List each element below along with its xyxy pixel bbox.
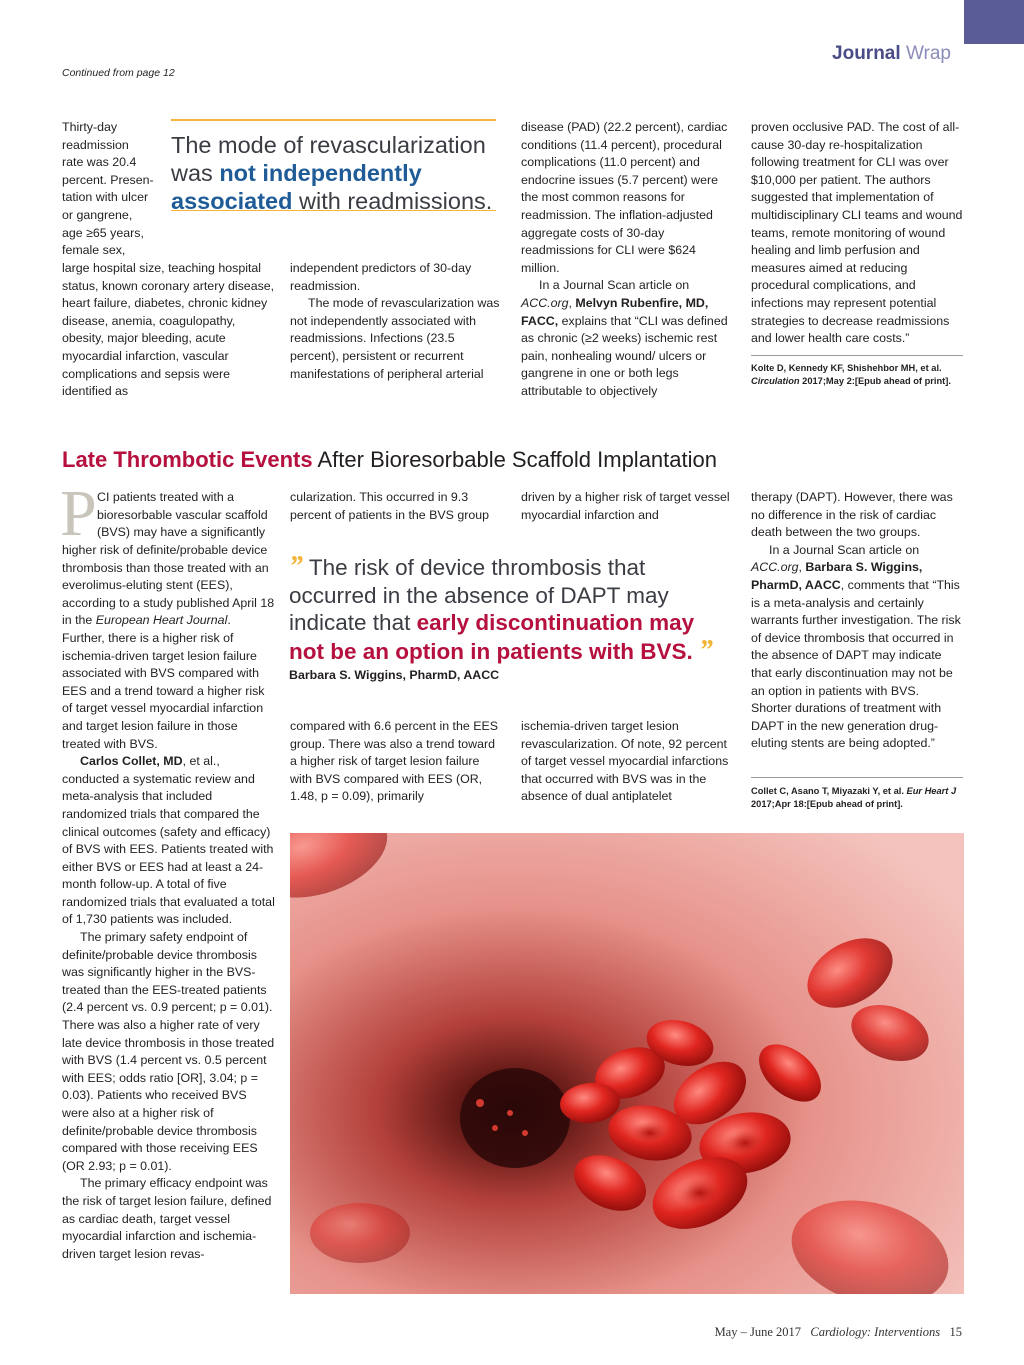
author-name: Melvyn Rubenfire, MD, FACC, <box>521 295 709 328</box>
close-quote-icon: ” <box>699 634 714 666</box>
citation-rule <box>751 777 963 778</box>
article2-col3-bottom <box>521 718 735 806</box>
article2-col2-bottom <box>290 718 504 806</box>
article2-col1-dropcap-lines <box>97 489 277 542</box>
pullquote-highlight: early discontinuation may not be an option in patients with BVS. <box>289 610 695 664</box>
article2-headline <box>62 447 717 473</box>
page-footer <box>715 1325 962 1340</box>
section-label-light: Wrap <box>905 43 951 64</box>
journal-name: European Heart Journal <box>95 613 228 628</box>
col1-line: or gangrene, <box>62 207 133 222</box>
col1-line: tation with ulcer <box>62 190 149 205</box>
body-text <box>521 277 735 400</box>
body-text: ischemia-driven target lesion revascularization. Of note, 92 percent of target vessel myocardial infarctions that occurred with BVS was in the absence of dual antiplatelet <box>521 719 729 804</box>
article1-col2 <box>290 260 500 383</box>
citation-journal: Eur Heart J <box>906 786 957 796</box>
body-text: The primary safety endpoint of definite/probable device thrombosis was significantly higher in the BVS-treated than the EES-treated patients (2.4 percent vs. 0.9 percent; p = 0.01). There was also a higher rate of very late device thrombosis in those treated with BVS (1.4 percent vs. 0.5 percent with EES; odds ratio [OR], 3.04; p = 0.03). Patients who received BVS were also at a higher risk of definite/probable device thrombosis compared with those receiving EES (OR 2.93; p = 0.01). <box>62 930 275 1173</box>
citation-rule <box>751 355 963 356</box>
pullquote-text-end: with readmissions. <box>292 188 493 214</box>
magazine-name: Cardiology: Interventions <box>810 1325 941 1339</box>
col1-line: (BVS) may have a significantly <box>97 525 266 540</box>
col1-line: rate was 20.4 <box>62 155 137 170</box>
pullquote-rule <box>171 210 496 211</box>
dropcap: P <box>60 477 97 550</box>
col1-line: percent. Presen- <box>62 172 154 187</box>
body-text: therapy (DAPT). However, there was no difference in the risk of cardiac death between the two groups. <box>751 490 953 540</box>
body-text <box>62 753 276 929</box>
open-quote-icon: ” <box>289 551 303 582</box>
article2-col4 <box>751 489 963 753</box>
article2-pullquote <box>289 553 729 665</box>
text-run: , et al., conducted a systematic review and meta-analysis that included randomized trials that compared the clinical outcomes (safety and efficacy) of BVS with EES. Patients treated with either BVS or EES had at least a 24-month follow-up. A total of five randomized trials that evaluated a total of 1,730 patients was included. <box>62 754 275 927</box>
body-text: The mode of revascularization was not independently associated with readmissions. Infections (23.5 percent), persistent or recurrent manifestations of peripheral arterial <box>290 296 500 381</box>
corner-tab <box>964 0 1024 44</box>
pullquote-text: The risk of device thrombosis that occurred in the absence of DAPT may indicate that <box>289 555 669 635</box>
citation-text: Collet C, Asano T, Miyazaki Y, et al. <box>751 786 907 796</box>
pullquote-highlight: not independently associated <box>171 160 422 214</box>
article2-col3-top <box>521 489 735 524</box>
article1-col1-narrow <box>62 119 162 260</box>
article1-pullquote <box>171 119 496 215</box>
vessel-lumen <box>460 1068 570 1168</box>
text-run: . Further, there is a higher risk of ischemia-driven target lesion failure associated with BVS compared with EES and a trend toward a higher risk of target vessel myocardial infarction and target lesion failure in those treated with BVS. <box>62 613 265 751</box>
text-run: , comments that “This is a meta-analysis and certainly warrants further investigation. The risk of device thrombosis that occurred in the absence of DAPT may indicate that early discontinuation may not be an option in patients with BVS. Shorter durations of treatment with DAPT in the new generation drug-eluting stents are being adopted.” <box>751 577 961 751</box>
body-text: The primary efficacy endpoint was the risk of target lesion failure, defined as cardiac death, target vessel myocardial infarction and ischemia-driven target lesion revas- <box>62 1176 272 1261</box>
citation-journal: Circulation <box>751 376 800 386</box>
pullquote-author: Barbara S. Wiggins, PharmD, AACC <box>289 668 500 682</box>
page-number: 15 <box>949 1325 962 1339</box>
blood-vessel-illustration <box>290 833 964 1294</box>
citation-text: 2017;May 2:[Epub ahead of print]. <box>799 376 951 386</box>
body-text: proven occlusive PAD. The cost of all-cause 30-day re-hospitalization following treatment for CLI was over $10,000 per patient. The authors suggested that implementation of multidisciplinary CLI teams and wound teams, remote monitoring of wound healing and limb perfusion and measures aimed at reducing procedural complications, and infections may represent potential strategies to decrease readmissions and lower health care costs.” <box>751 120 963 346</box>
body-text <box>62 542 276 753</box>
section-label <box>832 43 951 65</box>
body-text <box>751 542 963 753</box>
body-text: large hospital size, teaching hospital status, known coronary artery disease, heart failure, diabetes, chronic kidney disease, anemia, coagulopathy, obesity, major bleeding, acute myocardial infarction, vascular complications and sepsis were identified as <box>62 261 275 399</box>
author-name: Carlos Collet, MD <box>80 754 183 769</box>
article1-col3 <box>521 119 735 401</box>
body-text: compared with 6.6 percent in the EES group. There was also a trend toward a higher risk of target lesion failure with BVS compared with EES (OR, 1.48, p = 0.09), primarily <box>290 719 499 804</box>
headline-bold: Late Thrombotic Events <box>62 447 313 472</box>
text-run: In a Journal Scan article on <box>539 278 690 293</box>
section-label-bold: Journal <box>832 43 901 64</box>
article2-col1 <box>62 542 276 1263</box>
col1-line: female sex, <box>62 243 126 258</box>
blood-vessel-svg <box>290 833 964 1294</box>
site-name: ACC.org <box>521 295 569 310</box>
col1-line: CI patients treated with a <box>97 490 235 504</box>
citation-text: Kolte D, Kennedy KF, Shishehbor MH, et al. <box>751 363 942 373</box>
pullquote-text: The mode of revascularization was <box>171 132 486 186</box>
text-run: , <box>568 295 576 310</box>
body-text: cularization. This occurred in 9.3 percent of patients in the BVS group <box>290 490 490 522</box>
body-text: disease (PAD) (22.2 percent), cardiac conditions (11.4 percent), procedural complications (11.0 percent) and endocrine issues (5.7 percent) were the most common reasons for readmission. The inflation-adjusted aggregate costs of 30-day readmissions for CLI were $624 million. <box>521 120 728 275</box>
author-name: Barbara S. Wiggins, PharmD, AACC <box>751 560 923 592</box>
headline-rest: After Bioresorbable Scaffold Implantation <box>312 447 717 472</box>
issue-date: May – June 2017 <box>714 1325 802 1339</box>
article1-col4 <box>751 119 963 348</box>
continued-note: Continued from page 12 <box>62 67 175 79</box>
site-name: ACC.org <box>751 560 799 575</box>
text-run: higher risk of definite/probable device thrombosis than those treated with an everolimus-eluting stent (EES), according to a study published April 18 in the <box>62 543 275 628</box>
col1-line: Thirty-day <box>62 120 118 134</box>
text-run: , <box>798 560 806 575</box>
col1-line: readmission <box>62 137 129 152</box>
col1-line: bioresorbable vascular scaffold <box>97 507 268 522</box>
text-run: In a Journal Scan article on <box>769 542 920 557</box>
citation-text: 2017;Apr 18:[Epub ahead of print]. <box>751 799 903 809</box>
article1-col1-wide <box>62 260 276 401</box>
body-text: driven by a higher risk of target vessel myocardial infarction and <box>521 490 730 522</box>
body-text: independent predictors of 30-day readmission. <box>290 261 472 293</box>
article2-col2-top <box>290 489 504 524</box>
article1-citation <box>751 362 963 388</box>
article2-citation <box>751 785 963 811</box>
text-run: explains that “CLI was defined as chronic (≥2 weeks) ischemic rest pain, nonhealing wound/ ulcers or gangrene in one or both legs attributable to objectively <box>521 313 728 398</box>
col1-line: age ≥65 years, <box>62 225 144 240</box>
